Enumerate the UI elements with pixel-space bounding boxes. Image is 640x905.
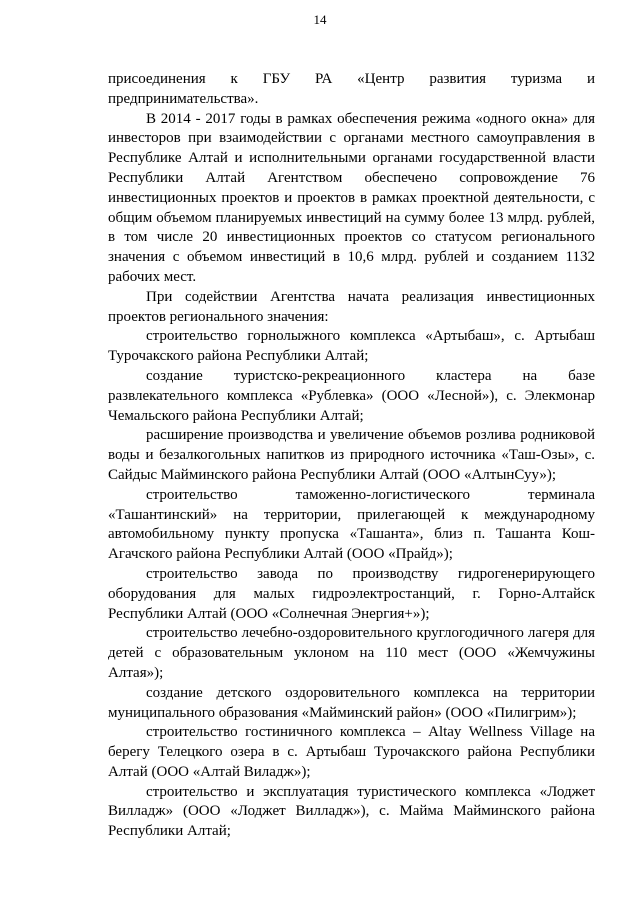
paragraph: строительство горнолыжного комплекса «Артыбаш», с. Артыбаш Турочакского района Республики Алтай;: [108, 328, 595, 365]
paragraph: строительство таможенно-логистического терминала «Ташантинский» на территории, прилегающей к международному автомобильному пункту пропуска «Ташанта», близ п. Ташанта Кош-Агачского района Республики Алтай (ООО «Прайд»);: [108, 486, 595, 563]
paragraph: создание туристско-рекреационного кластера на базе развлекательного комплекса «Рублевка» (ООО «Лесной»), с. Элекмонар Чемальского района Республики Алтай;: [108, 367, 595, 424]
paragraph: строительство завода по производству гидрогенерирующего оборудования для малых гидроэлектростанций, г. Горно-Алтайск Республики Алтай (ООО «Солнечная Энергия+»);: [108, 565, 595, 622]
paragraph: При содействии Агентства начата реализация инвестиционных проектов регионального значения:: [108, 288, 595, 325]
paragraph: расширение производства и увеличение объемов розлива родниковой воды и безалкогольных напитков из природного источника «Таш-Озы», с. Сайдыс Майминского района Республики Алтай (ООО «АлтынСуу»);: [108, 427, 595, 483]
paragraph: В 2014 - 2017 годы в рамках обеспечения режима «одного окна» для инвесторов при взаимодействии с органами местного самоуправления в Республике Алтай и исполнительными органами государственной власти Республики Алтай Агентством обеспечено сопровождение 76 инвестиционных проектов и проектов в рамках проектной деятельности, с общим объемом планируемых инвестиций на сумму более 13 млрд. рублей, в том числе 20 инвестиционных проектов со статусом регионального значения с объемом инвестиций в 10,6 млрд. рублей и созданием 1132 рабочих мест.: [108, 110, 595, 285]
document-body: [108, 70, 595, 842]
page-number: 14: [313, 12, 327, 27]
paragraph: строительство гостиничного комплекса – Altay Wellness Village на берегу Телецкого озера в с. Артыбаш Турочакского района Республики Алтай (ООО «Алтай Виладж»);: [108, 724, 595, 780]
paragraph: строительство лечебно-оздоровительного круглогодичного лагеря для детей с образовательным уклоном на 110 мест (ООО «Жемчужины Алтая»);: [108, 625, 595, 681]
paragraph: присоединения к ГБУ РА «Центр развития туризма и предпринимательства».: [108, 71, 595, 107]
paragraph: строительство и эксплуатация туристического комплекса «Лоджет Вилладж» (ООО «Лоджет Вилладж»), с. Майма Майминского района Республики Алтай;: [108, 783, 595, 840]
paragraph: создание детского оздоровительного комплекса на территории муниципального образования «Майминский район» (ООО «Пилигрим»);: [108, 684, 595, 721]
